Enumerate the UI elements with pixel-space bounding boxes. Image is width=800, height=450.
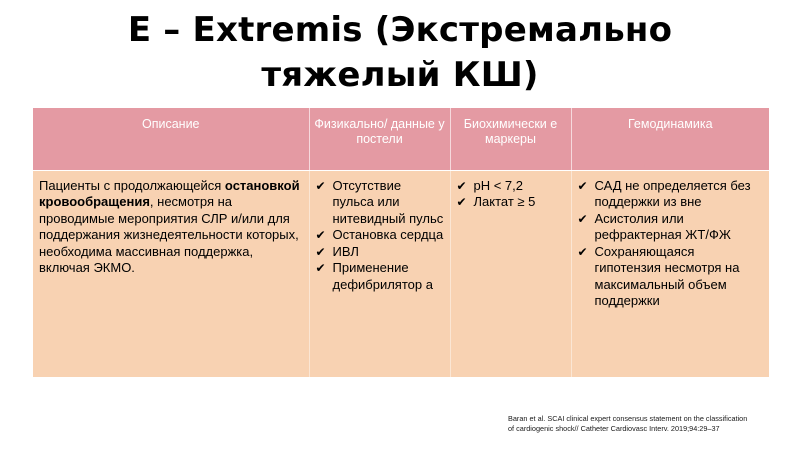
slide-title-line-2: тяжелый КШ): [261, 55, 539, 95]
list-item: [457, 178, 565, 195]
cell-description: [33, 170, 309, 377]
cell-biochem: [450, 170, 571, 377]
classification-table: [33, 108, 769, 377]
slide-title: [0, 8, 800, 98]
list-item-text: САД не определяется без поддержки из вне: [594, 177, 751, 209]
list-item-text: ИВЛ: [332, 243, 359, 259]
checkmark-icon: ✔: [456, 195, 467, 209]
description-bold-text: остановкой кровообращения: [39, 177, 300, 209]
checkmark-icon: ✔: [315, 178, 326, 193]
checkmark-icon: ✔: [456, 178, 467, 193]
biochem-list: [457, 178, 565, 211]
checkmark-icon: ✔: [315, 244, 326, 259]
list-item: [316, 260, 444, 293]
cell-hemodynamics: [571, 170, 769, 377]
header-hemodynamics: Гемодинамика: [571, 108, 769, 170]
checkmark-icon: ✔: [577, 211, 588, 226]
list-item-text: Применение дефибрилятор а: [332, 260, 433, 292]
list-item: [316, 244, 444, 261]
reference-citation: [508, 414, 798, 434]
list-item-text: Лактат ≥ 5: [473, 194, 536, 209]
list-item-text: Остановка сердца: [332, 227, 444, 242]
list-item-text: Сохраняющаяся гипотензия несмотря на максимальный объем поддержки: [594, 243, 740, 308]
description-text: Пациенты с продолжающейся: [39, 177, 225, 193]
reference-line-1: Baran et al. SCAI clinical expert consensus statement on the classification: [508, 414, 748, 423]
physical-list: [316, 178, 444, 294]
reference-line-2: of cardiogenic shock// Catheter Cardiovasc Interv. 2019;94:29–37: [508, 424, 720, 433]
list-item: [316, 178, 444, 228]
checkmark-icon: ✔: [577, 244, 588, 259]
hemodynamics-list: [578, 178, 764, 310]
list-item-text: pH < 7,2: [473, 177, 524, 193]
header-description: Описание: [33, 108, 309, 170]
list-item: [316, 227, 444, 244]
header-physical: Физикально/ данные у постели: [309, 108, 450, 170]
list-item: [457, 194, 565, 211]
list-item: [578, 178, 764, 211]
list-item-text: Асистолия или рефрактерная ЖТ/ФЖ: [594, 210, 731, 242]
checkmark-icon: ✔: [315, 228, 326, 242]
table-header-row: [33, 108, 769, 170]
cell-physical: [309, 170, 450, 377]
header-biochem: Биохимически е маркеры: [450, 108, 571, 170]
list-item-text: Отсутствие пульса или нитевидный пульс: [332, 177, 444, 226]
slide-title-line-1: E – Extremis (Экстремально: [127, 10, 673, 50]
table-row: [33, 170, 769, 377]
list-item: [578, 211, 764, 244]
checkmark-icon: ✔: [315, 261, 326, 275]
checkmark-icon: ✔: [577, 178, 588, 193]
list-item: [578, 244, 764, 310]
description-text-cont: , несмотря на проводимые мероприятия СЛР и/или для поддержания жизнедеятельности которых, необходима массивная поддержка, включая ЭКМО.: [39, 194, 299, 275]
